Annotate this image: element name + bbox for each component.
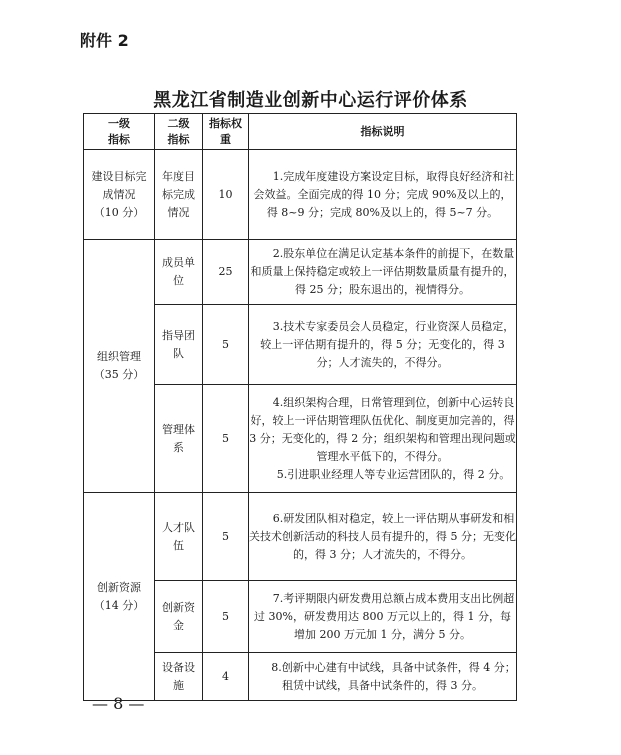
level2-cell: 成员单 位 <box>155 240 203 305</box>
level2-cell: 人才队 伍 <box>155 493 203 581</box>
weight-cell: 5 <box>203 305 249 385</box>
level2-cell: 创新资 金 <box>155 581 203 653</box>
table-row <box>84 150 517 240</box>
page-number: — 8 — <box>92 694 145 713</box>
group-innovation-resources: 创新资源 （14 分） <box>84 493 155 701</box>
level2-cell: 管理体 系 <box>155 385 203 493</box>
header-level2: 二级 指标 <box>155 114 203 150</box>
header-weight: 指标权 重 <box>203 114 249 150</box>
description-cell: 6.研发团队相对稳定，较上一评估期从事研发和相关技术创新活动的科技人员有提升的，得 5 分；无变化的，得 3 分；人才流失的，不得分。 <box>249 493 517 581</box>
header-description: 指标说明 <box>249 114 517 150</box>
level2-cell: 设备设 施 <box>155 653 203 701</box>
evaluation-table <box>83 113 517 701</box>
weight-cell: 10 <box>203 150 249 240</box>
table-row <box>84 493 517 581</box>
description-cell: 7.考评期限内研发费用总额占成本费用支出比例超过 30%，研发费用达 800 万元以上的，得 1 分，每增加 200 万元加 1 分，满分 5 分。 <box>249 581 517 653</box>
description-cell: 2.股东单位在满足认定基本条件的前提下，在数量和质量上保持稳定或较上一评估期数量质量有提升的，得 25 分；股东退出的，视情得分。 <box>249 240 517 305</box>
level2-cell: 年度目 标完成 情况 <box>155 150 203 240</box>
group-organization-management: 组织管理 （35 分） <box>84 240 155 493</box>
weight-cell: 5 <box>203 493 249 581</box>
table-header-row <box>84 114 517 150</box>
description-cell: 8.创新中心建有中试线，具备中试条件，得 4 分；租赁中试线，具备中试条件的，得 3 分。 <box>249 653 517 701</box>
description-cell: 3.技术专家委员会人员稳定，行业资深人员稳定，较上一评估期有提升的，得 5 分；无变化的，得 3 分；人才流失的，不得分。 <box>249 305 517 385</box>
table-row <box>84 240 517 305</box>
document-title: 黑龙江省制造业创新中心运行评价体系 <box>153 90 468 111</box>
weight-cell: 25 <box>203 240 249 305</box>
weight-cell: 5 <box>203 581 249 653</box>
header-level1: 一级 指标 <box>84 114 155 150</box>
weight-cell: 4 <box>203 653 249 701</box>
description-cell: 4.组织架构合理，日常管理到位，创新中心运转良好，较上一评估期管理队伍优化、制度更加完善的，得 3 分；无变化的，得 2 分；组织架构和管理出现问题或管理水平低下的，不得分。 5.引进职业经理人等专业运营团队的，得 2 分。 <box>249 385 517 493</box>
description-cell: 1.完成年度建设方案设定目标，取得良好经济和社会效益。全面完成的得 10 分；完成 90%及以上的，得 8~9 分；完成 80%及以上的，得 5~7 分。 <box>249 150 517 240</box>
group-construction-goals: 建设目标完 成情况 （10 分） <box>84 150 155 240</box>
level2-cell: 指导团 队 <box>155 305 203 385</box>
weight-cell: 5 <box>203 385 249 493</box>
attachment-label: 附件 2 <box>80 31 129 50</box>
